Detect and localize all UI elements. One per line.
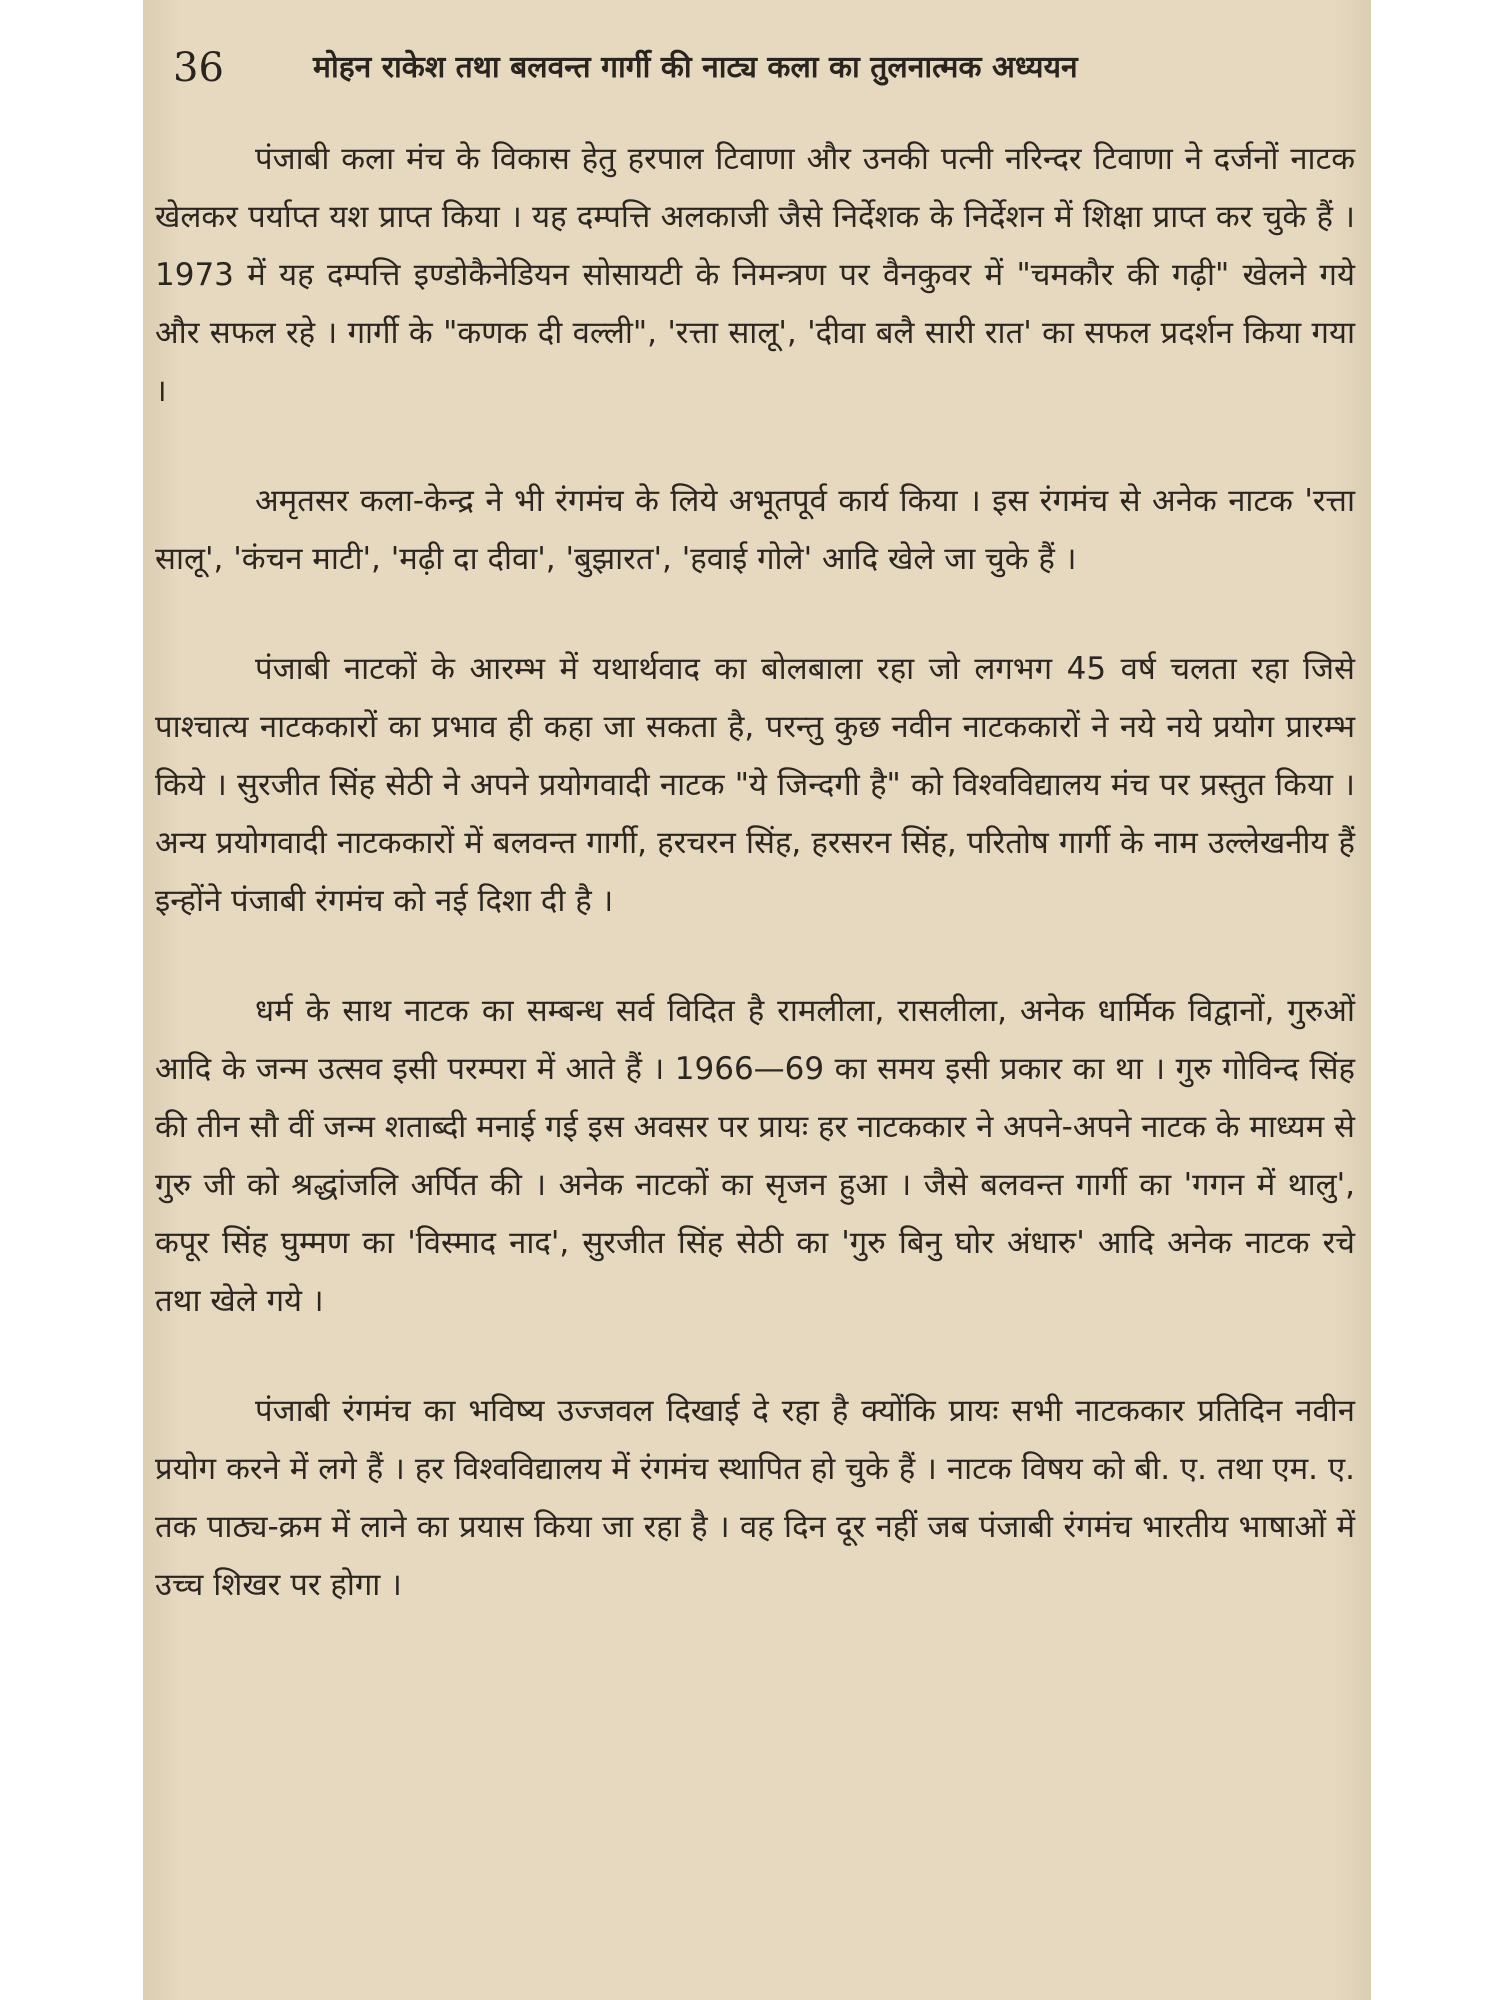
paragraph-1: पंजाबी कला मंच के विकास हेतु हरपाल टिवाणा और उनकी पत्नी नरिन्दर टिवाणा ने दर्जनों नाटक खेलकर पर्याप्त यश प्राप्त किया । यह दम्पत्ति अलकाजी जैसे निर्देशक के निर्देशन में शिक्षा प्राप्त कर चुके हैं । 1973 में यह दम्पत्ति इण्डोकैनेडियन सोसायटी के निमन्त्रण पर वैनकुवर में "चमकौर की गढ़ी" खेलने गये और सफल रहे । गार्गी के "कणक दी वल्ली", 'रत्ता सालू', 'दीवा बलै सारी रात' का सफल प्रदर्शन किया गया । — [155, 141, 1355, 409]
running-title: मोहन राकेश तथा बलवन्त गार्गी की नाट्य कला का तुलनात्मक अध्ययन — [313, 50, 1078, 85]
paragraph-5: पंजाबी रंगमंच का भविष्य उज्जवल दिखाई दे रहा है क्योंकि प्रायः सभी नाटककार प्रतिदिन नवीन प्रयोग करने में लगे हैं । हर विश्वविद्यालय में रंगमंच स्थापित हो चुके हैं । नाटक विषय को बी. ए. तथा एम. ए. तक पाठ्य-क्रम में लाने का प्रयास किया जा रहा है । वह दिन दूर नहीं जब पंजाबी रंगमंच भारतीय भाषाओं में उच्च शिखर पर होगा । — [155, 1393, 1355, 1603]
paragraph-4: धर्म के साथ नाटक का सम्बन्ध सर्व विदित है रामलीला, रासलीला, अनेक धार्मिक विद्वानों, गुरुओं आदि के जन्म उत्सव इसी परम्परा में आते हैं । 1966—69 का समय इसी प्रकार का था । गुरु गोविन्द सिंह की तीन सौ वीं जन्म शताब्दी मनाई गई इस अवसर पर प्रायः हर नाटककार ने अपने-अपने नाटक के माध्यम से गुरु जी को श्रद्धांजलि अर्पित की । अनेक नाटकों का सृजन हुआ । जैसे बलवन्त गार्गी का 'गगन में थालु', कपूर सिंह घुम्मण का 'विस्माद नाद', सुरजीत सिंह सेठी का 'गुरु बिनु घोर अंधारु' आदि अनेक नाटक रचे तथा खेले गये । — [155, 993, 1355, 1319]
page-body — [155, 130, 1355, 1666]
page-header — [173, 38, 1353, 98]
paragraph-2: अमृतसर कला-केन्द्र ने भी रंगमंच के लिये अभूतपूर्व कार्य किया । इस रंगमंच से अनेक नाटक 'रत्ता सालू', 'कंचन माटी', 'मढ़ी दा दीवा', 'बुझारत', 'हवाई गोले' आदि खेले जा चुके हैं । — [155, 483, 1355, 577]
paragraph-3: पंजाबी नाटकों के आरम्भ में यथार्थवाद का बोलबाला रहा जो लगभग 45 वर्ष चलता रहा जिसे पाश्चात्य नाटककारों का प्रभाव ही कहा जा सकता है, परन्तु कुछ नवीन नाटककारों ने नये नये प्रयोग प्रारम्भ किये । सुरजीत सिंह सेठी ने अपने प्रयोगवादी नाटक "ये जिन्दगी है" को विश्वविद्यालय मंच पर प्रस्तुत किया । अन्य प्रयोगवादी नाटककारों में बलवन्त गार्गी, हरचरन सिंह, हरसरन सिंह, परितोष गार्गी के नाम उल्लेखनीय हैं इन्होंने पंजाबी रंगमंच को नई दिशा दी है । — [155, 651, 1355, 919]
page-number: 36 — [173, 45, 224, 91]
book-page — [143, 0, 1371, 2000]
